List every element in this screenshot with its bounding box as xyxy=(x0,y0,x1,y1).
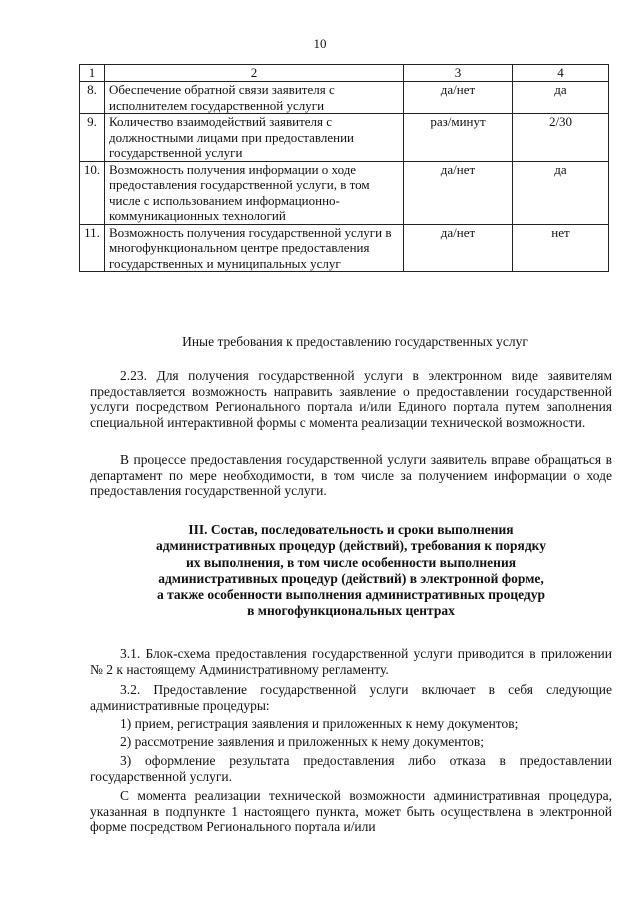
heading-line: а также особенности выполнения административных процедур xyxy=(157,587,545,603)
indicator-name: Обеспечение обратной связи заявителя с исполнителем государственной услуги xyxy=(105,82,404,114)
value-cell: да xyxy=(513,161,609,224)
list-item-1: 1) прием, регистрация заявления и приложенных к нему документов; xyxy=(120,716,519,731)
unit-cell: да/нет xyxy=(404,161,513,224)
paragraph-2-23: 2.23. Для получения государственной услуги в электронном виде заявителям предоставляется возможность направить заявление о предоставлении государственной услуги посредством Регионального портала и/или Единого портала путем заполнения специальной интерактивной формы с момента реализации технической возможности. xyxy=(90,368,612,430)
chapter-heading xyxy=(90,522,612,620)
unit-cell: да/нет xyxy=(404,82,513,114)
row-number: 10. xyxy=(80,161,105,224)
row-number: 11. xyxy=(80,224,105,272)
value-cell: 2/30 xyxy=(513,114,609,162)
heading-line: III. Состав, последовательность и сроки выполнения xyxy=(188,522,514,537)
heading-line: их выполнения, в том числе особенности выполнения xyxy=(185,554,517,570)
paragraph-3-1: 3.1. Блок-схема предоставления государственной услуги приводится в приложении № 2 к настоящему Административному регламенту. xyxy=(90,646,612,677)
unit-cell: раз/минут xyxy=(404,114,513,162)
header-cell: 3 xyxy=(404,65,513,82)
heading-line: административных процедур (действий), требования к порядку xyxy=(155,538,547,554)
table-row xyxy=(80,161,609,224)
list-item-2: 2) рассмотрение заявления и приложенных к нему документов; xyxy=(120,734,485,749)
header-cell: 4 xyxy=(513,65,609,82)
heading-line: в многофункциональных центрах xyxy=(247,603,455,619)
requirements-table xyxy=(79,64,609,272)
value-cell: нет xyxy=(513,224,609,272)
list-item-3: 3) оформление результата предоставления либо отказа в предоставлении государственной услуги. xyxy=(90,753,612,784)
value-cell: да xyxy=(513,82,609,114)
indicator-name: Возможность получения государственной услуги в многофункциональном центре предоставления государственных и муниципальных услуг xyxy=(105,224,404,272)
table-row xyxy=(80,224,609,272)
paragraph-3-2: 3.2. Предоставление государственной услуги включает в себя следующие административные процедуры: xyxy=(90,682,612,713)
indicator-name: Возможность получения информации о ходе предоставления государственной услуги, в том числе с использованием информационно-коммуникационных технологий xyxy=(105,161,404,224)
unit-cell: да/нет xyxy=(404,224,513,272)
table-header-row xyxy=(80,65,609,82)
page-number: 10 xyxy=(313,36,327,51)
row-number: 8. xyxy=(80,82,105,114)
table-row xyxy=(80,114,609,162)
section-title: Иные требования к предоставлению государственных услуг xyxy=(182,334,528,349)
paragraph-electronic: С момента реализации технической возможности административная процедура, указанная в подпункте 1 настоящего пункта, может быть осуществлена в электронной форме посредством Регионального портала и/или xyxy=(90,788,612,835)
indicator-name: Количество взаимодействий заявителя с должностными лицами при предоставлении государственной услуги xyxy=(105,114,404,162)
row-number: 9. xyxy=(80,114,105,162)
table-row xyxy=(80,82,609,114)
header-cell: 1 xyxy=(80,65,105,82)
heading-line: административных процедур (действий) в электронной форме, xyxy=(158,570,544,586)
paragraph-info: В процессе предоставления государственной услуги заявитель вправе обращаться в департамент по мере необходимости, в том числе за получением информации о ходе предоставления государственной услуги. xyxy=(90,452,612,499)
header-cell: 2 xyxy=(105,65,404,82)
